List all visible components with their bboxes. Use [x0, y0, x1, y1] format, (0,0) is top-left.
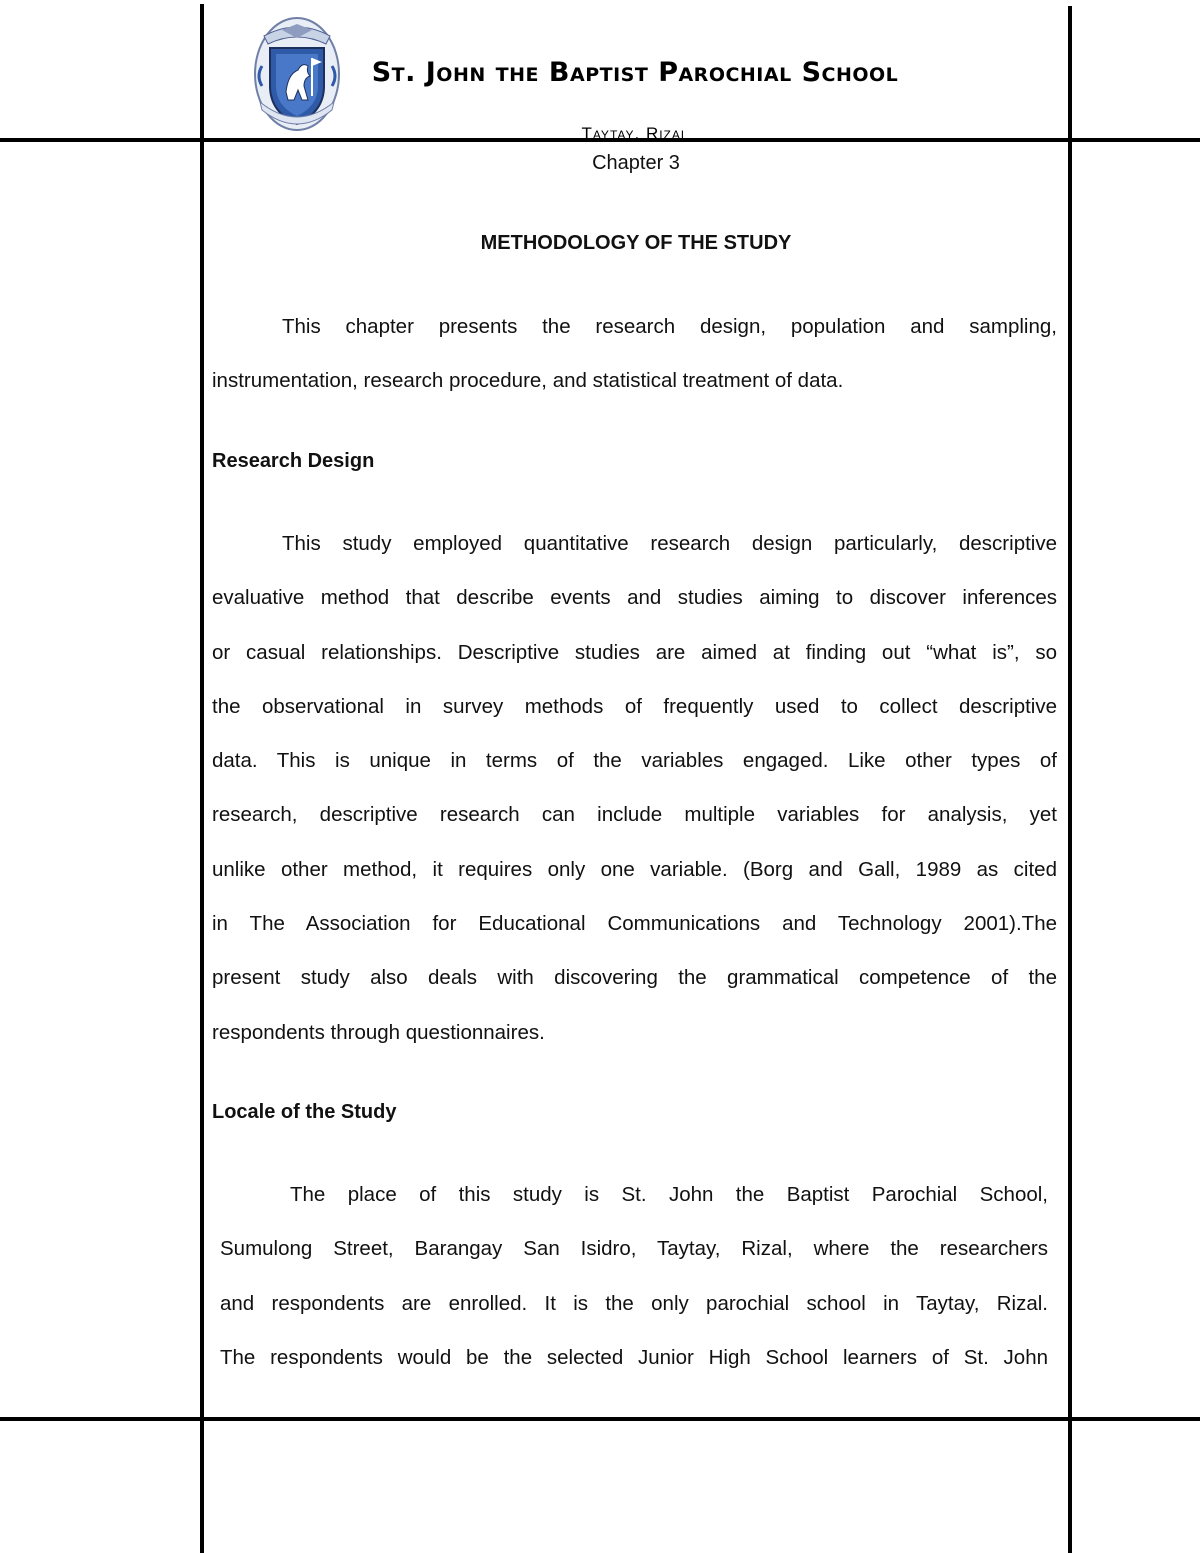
paragraph-line: and respondents are enrolled. It is the only parochial school in Taytay, Rizal. — [220, 1291, 1048, 1315]
paragraph-line: present study also deals with discovering the grammatical competence of the — [212, 966, 1057, 990]
paragraph-line: research, descriptive research can include multiple variables for analysis, yet — [212, 803, 1057, 827]
section-heading-locale: Locale of the Study — [212, 1101, 397, 1123]
paragraph-line: The place of this study is St. John the Baptist Parochial School, — [290, 1183, 1048, 1206]
right-border-line — [1068, 6, 1072, 1553]
paragraph-line: unlike other method, it requires only one variable. (Borg and Gall, 1989 as cited — [212, 857, 1057, 881]
locale-paragraph — [220, 1168, 1048, 1385]
paragraph-line: the observational in survey methods of frequently used to collect descriptive — [212, 694, 1057, 718]
research-design-paragraph — [212, 517, 1057, 1060]
intro-line: instrumentation, research procedure, and statistical treatment of data. — [212, 369, 844, 393]
paragraph-line: data. This is unique in terms of the variables engaged. Like other types of — [212, 749, 1057, 773]
paragraph-line: evaluative method that describe events and studies aiming to discover inferences — [212, 586, 1057, 610]
school-location: Taytay, Rizal — [581, 124, 689, 140]
paragraph-line: in The Association for Educational Communications and Technology 2001).The — [212, 912, 1057, 936]
paragraph-line: The respondents would be the selected Junior High School learners of St. John — [220, 1345, 1048, 1369]
chapter-title: METHODOLOGY OF THE STUDY — [480, 232, 792, 254]
school-crest-logo — [252, 14, 342, 134]
footer-divider-line — [0, 1417, 1200, 1421]
paragraph-line: This study employed quantitative research design particularly, descriptive — [282, 532, 1057, 555]
section-heading-research-design: Research Design — [212, 450, 375, 472]
intro-line: This chapter presents the research design, population and sampling, — [282, 315, 1057, 338]
paragraph-line: or casual relationships. Descriptive studies are aimed at finding out “what is”, so — [212, 640, 1057, 664]
paragraph-line: respondents through questionnaires. — [212, 1020, 545, 1044]
intro-paragraph — [212, 300, 1057, 409]
chapter-label: Chapter 3 — [592, 152, 680, 174]
paragraph-line: Sumulong Street, Barangay San Isidro, Taytay, Rizal, where the researchers — [220, 1237, 1048, 1261]
school-name: St. John the Baptist Parochial School — [371, 57, 899, 88]
